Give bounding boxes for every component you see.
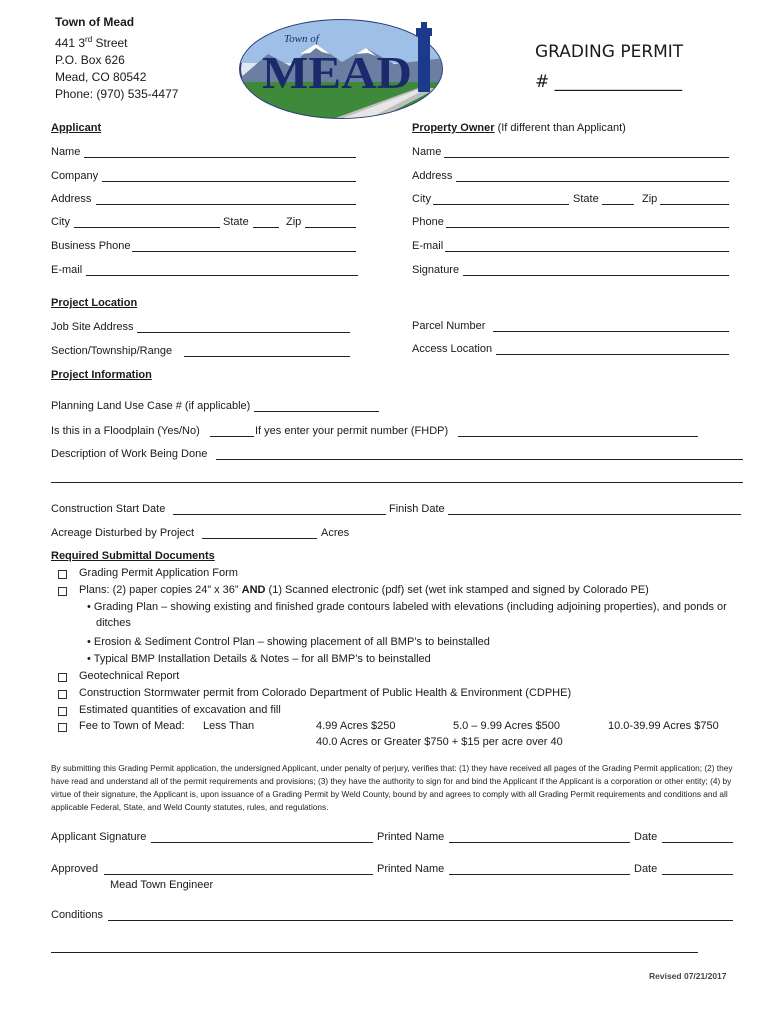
parcel-field[interactable]	[493, 331, 729, 332]
checkbox-fee[interactable]	[58, 723, 67, 732]
access-field[interactable]	[496, 354, 729, 355]
applicant-signature-label: Applicant Signature	[51, 831, 147, 843]
owner-name-label: Name	[412, 146, 442, 158]
description-field-2[interactable]	[51, 482, 743, 483]
start-date-field[interactable]	[173, 514, 386, 515]
owner-heading-note: (If different than Applicant)	[494, 122, 626, 134]
item-plans-b: (1) Scanned electronic (pdf) set (wet ink stamped and signed by Colorado PE)	[265, 584, 649, 596]
parcel-label: Parcel Number	[412, 320, 486, 332]
finish-date-label: Finish Date	[389, 503, 445, 515]
fee-tier-1: 4.99 Acres $250	[316, 720, 396, 732]
checkbox-plans[interactable]	[58, 587, 67, 596]
section-field[interactable]	[184, 356, 350, 357]
applicant-email-field[interactable]	[86, 275, 358, 276]
town-name: Town of Mead	[55, 15, 135, 29]
checkbox-geotechnical[interactable]	[58, 673, 67, 682]
mead-logo	[238, 18, 444, 120]
owner-email-label: E-mail	[412, 240, 444, 252]
owner-heading-row	[412, 122, 626, 135]
permit-title: GRADING PERMIT	[535, 42, 684, 62]
owner-signature-field[interactable]	[463, 275, 729, 276]
applicant-state-label: State	[223, 216, 249, 228]
item-plans-a: Plans: (2) paper copies 24” x 36”	[79, 584, 242, 596]
printed-name-label-2: Printed Name	[377, 863, 445, 875]
applicant-heading: Applicant	[51, 122, 102, 134]
owner-city-label: City	[412, 193, 431, 205]
printed-name-field-2[interactable]	[449, 874, 630, 875]
item-fee: Fee to Town of Mead:	[79, 720, 185, 732]
info-heading: Project Information	[51, 369, 152, 381]
applicant-zip-label: Zip	[286, 216, 302, 228]
logo-small-text: Town of	[284, 33, 319, 45]
item-application-form: Grading Permit Application Form	[79, 567, 238, 579]
bullet-grading-plan-cont: ditches	[96, 617, 131, 629]
conditions-field-2[interactable]	[51, 952, 698, 953]
start-date-label: Construction Start Date	[51, 503, 166, 515]
owner-heading: Property Owner	[412, 122, 495, 134]
street-address	[55, 31, 178, 52]
conditions-field-1[interactable]	[108, 920, 733, 921]
item-plans-and: AND	[241, 584, 266, 596]
item-excavation: Estimated quantities of excavation and fill	[79, 704, 281, 716]
checkbox-stormwater[interactable]	[58, 690, 67, 699]
owner-signature-label: Signature	[412, 264, 460, 276]
certification-text: By submitting this Grading Permit application, the undersigned Applicant, under penalty of perjury, verifies that: (1) they have received all pages of the Grading Permit application; (2) they have read and understand all of the permit requirements and provisions; (3) they have the authority to sign for and bind the Applicant if the Applicant is a corporation or other entity; (4) by virtue of their signature, the Applicant is, upon issuance of a Grading Permit by Weld County, bound by and agrees to comply with all Grading Permit requirements and conditions and all applicable Federal, State, and Weld County statutes, rules, and regulations.	[51, 763, 733, 812]
applicant-business-phone-field[interactable]	[132, 251, 356, 252]
applicant-address-field[interactable]	[96, 204, 356, 205]
printed-name-field-1[interactable]	[449, 842, 630, 843]
applicant-address-label: Address	[51, 193, 92, 205]
street-rest: Street	[92, 36, 128, 50]
applicant-signature-field[interactable]	[151, 842, 373, 843]
fhdp-field[interactable]	[458, 436, 698, 437]
access-label: Access Location	[412, 343, 493, 355]
description-label: Description of Work Being Done	[51, 448, 208, 460]
owner-email-field[interactable]	[445, 251, 729, 252]
conditions-label: Conditions	[51, 909, 103, 921]
owner-address-field[interactable]	[456, 181, 729, 182]
acreage-label: Acreage Disturbed by Project	[51, 527, 195, 539]
checkbox-application-form[interactable]	[58, 570, 67, 579]
bullet-bmp-details: • Typical BMP Installation Details & Notes – for all BMP’s to beinstalled	[87, 653, 431, 665]
applicant-name-label: Name	[51, 146, 81, 158]
item-geotechnical: Geotechnical Report	[79, 670, 180, 682]
job-site-label: Job Site Address	[51, 321, 134, 333]
job-site-field[interactable]	[137, 332, 350, 333]
owner-address-label: Address	[412, 170, 453, 182]
town-address-block	[55, 14, 178, 103]
bullet-grading-plan: • Grading Plan – showing existing and finished grade contours labeled with elevations (including adjoining properties), and ponds or	[87, 601, 727, 613]
owner-phone-field[interactable]	[446, 227, 729, 228]
owner-phone-label: Phone	[412, 216, 444, 228]
item-plans	[79, 584, 649, 597]
owner-city-field[interactable]	[433, 204, 569, 205]
street-sup: rd	[85, 35, 93, 44]
applicant-zip-field[interactable]	[305, 227, 356, 228]
fee-tier-2: 5.0 – 9.99 Acres $500	[453, 720, 561, 732]
floodplain-field[interactable]	[210, 436, 254, 437]
date-field-2[interactable]	[662, 874, 733, 875]
applicant-business-phone-label: Business Phone	[51, 240, 131, 252]
description-field-1[interactable]	[216, 459, 743, 460]
date-label-1: Date	[634, 831, 658, 843]
acreage-field[interactable]	[202, 538, 317, 539]
po-box: P.O. Box 626	[55, 53, 125, 67]
city-line: Mead, CO 80542	[55, 70, 147, 84]
revised-date: Revised 07/21/2017	[649, 971, 727, 981]
location-heading: Project Location	[51, 297, 138, 309]
acres-label: Acres	[321, 527, 350, 539]
land-use-label: Planning Land Use Case # (if applicable)	[51, 400, 251, 412]
applicant-city-field[interactable]	[74, 227, 220, 228]
applicant-email-label: E-mail	[51, 264, 83, 276]
phone-line: Phone: (970) 535-4477	[55, 87, 179, 101]
applicant-city-label: City	[51, 216, 70, 228]
town-engineer-label: Mead Town Engineer	[110, 879, 214, 891]
applicant-name-field[interactable]	[84, 157, 356, 158]
date-label-2: Date	[634, 863, 658, 875]
section-label: Section/Township/Range	[51, 345, 173, 357]
bullet-erosion-plan: • Erosion & Sediment Control Plan – showing placement of all BMP’s to beinstalled	[87, 636, 490, 648]
permit-number: # _______________	[535, 72, 683, 92]
owner-state-field[interactable]	[602, 204, 634, 205]
floodplain-label: Is this in a Floodplain (Yes/No)	[51, 425, 200, 437]
documents-heading: Required Submittal Documents	[51, 550, 215, 562]
approved-label: Approved	[51, 863, 99, 875]
checkbox-excavation[interactable]	[58, 707, 67, 716]
printed-name-label-1: Printed Name	[377, 831, 445, 843]
land-use-field[interactable]	[254, 411, 379, 412]
logo-big-text: MEAD	[262, 47, 412, 98]
fee-tier-3: 10.0-39.99 Acres $750	[608, 720, 719, 732]
applicant-company-field[interactable]	[102, 181, 356, 182]
owner-zip-field[interactable]	[660, 204, 729, 205]
owner-state-label: State	[573, 193, 599, 205]
finish-date-field[interactable]	[448, 514, 741, 515]
owner-zip-label: Zip	[642, 193, 658, 205]
approved-field[interactable]	[104, 874, 373, 875]
fee-tier-4: 40.0 Acres or Greater $750 + $15 per acre over 40	[316, 736, 563, 748]
item-stormwater: Construction Stormwater permit from Colorado Department of Public Health & Environment (CDPHE)	[79, 687, 572, 699]
applicant-state-field[interactable]	[253, 227, 279, 228]
street-number: 441 3	[55, 36, 86, 50]
owner-name-field[interactable]	[444, 157, 729, 158]
applicant-company-label: Company	[51, 170, 99, 182]
fee-less-than: Less Than	[203, 720, 255, 732]
fhdp-label: If yes enter your permit number (FHDP)	[255, 425, 449, 437]
date-field-1[interactable]	[662, 842, 733, 843]
